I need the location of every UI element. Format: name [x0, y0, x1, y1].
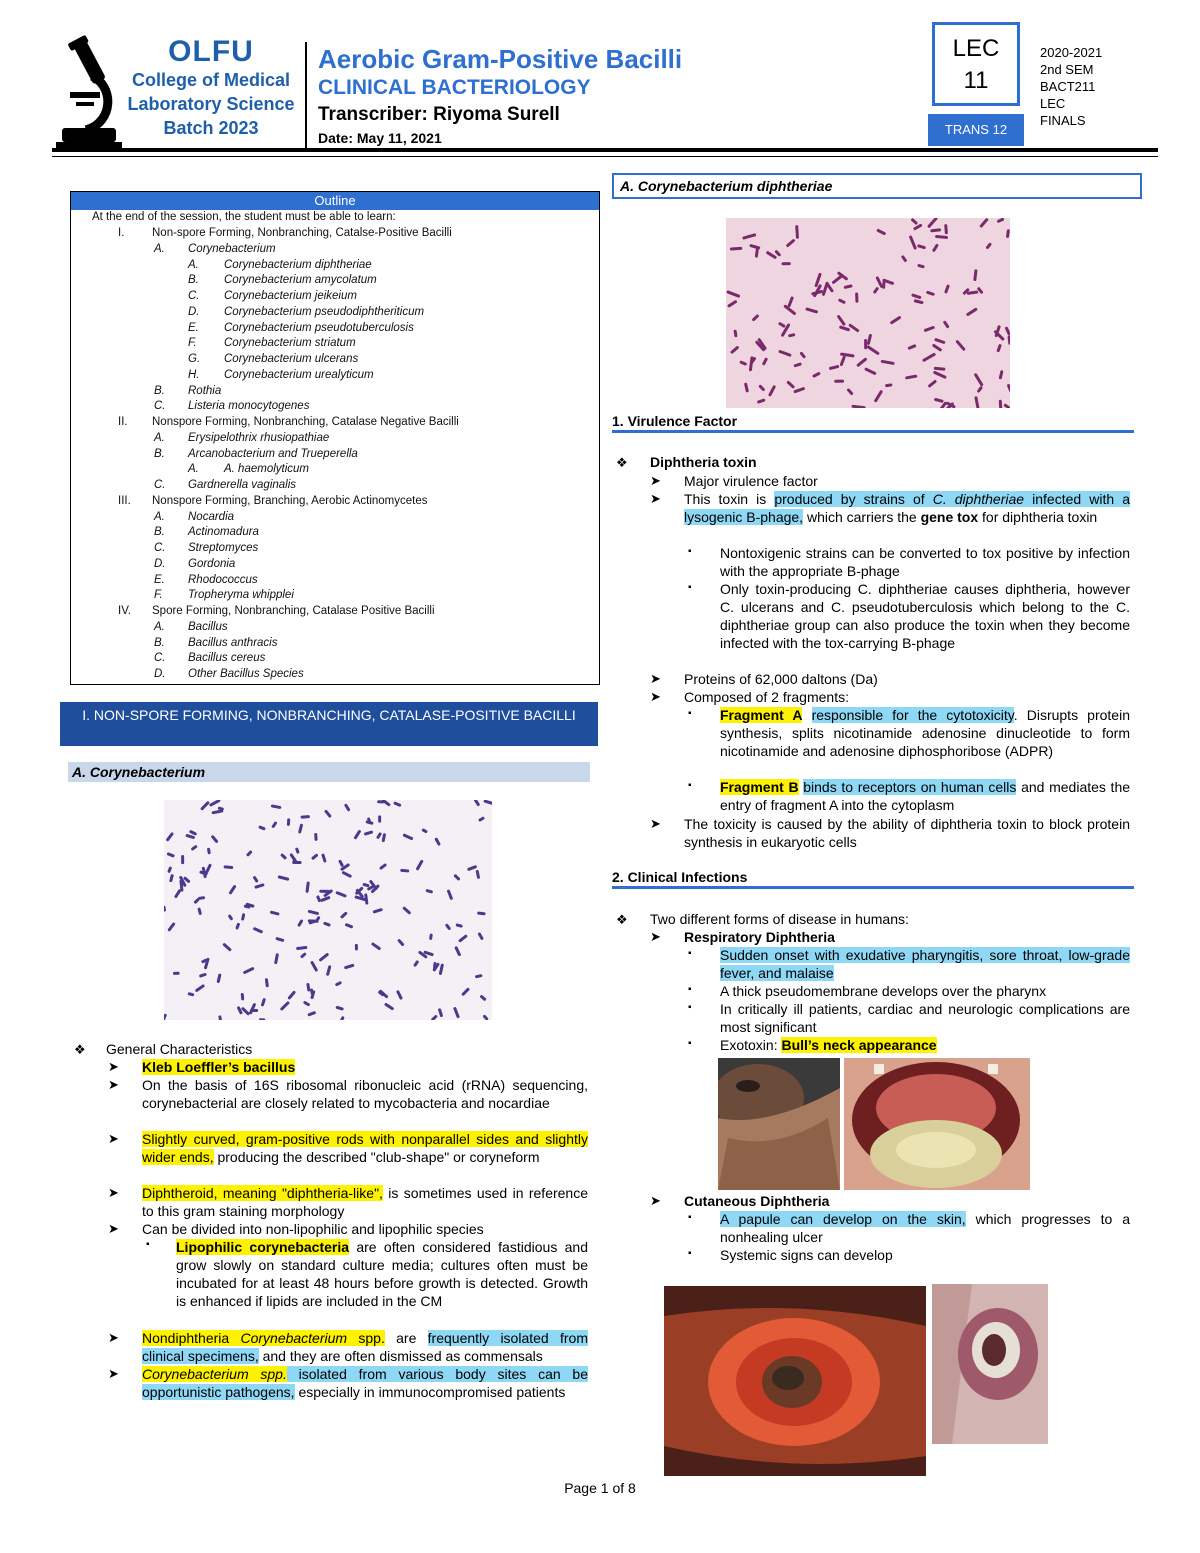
fragment-a-hl: responsible for the cytotoxicity	[811, 707, 1014, 723]
lipo-text: are often considered fastidious and grow slowly on standard culture media; cultures often must be incubated for at least 48 hours before growth is detected. Growth is enhanced if lipids are included in the CM	[176, 1239, 588, 1309]
outline-item: Erysipelothrix rhusiopathiae	[188, 431, 330, 444]
outline-item: Bacillus	[188, 620, 228, 633]
general-characteristics: General Characteristics	[106, 1041, 253, 1057]
outline-marker: A.	[154, 431, 165, 444]
subsection-text: A. Corynebacterium	[72, 764, 206, 780]
batch-label: Batch 2023	[163, 118, 259, 138]
page-footer: Page 1 of 8	[564, 1480, 636, 1496]
outline-marker: E.	[154, 573, 165, 586]
header-divider	[305, 42, 307, 152]
nondiphtheria-bullet	[142, 1329, 588, 1365]
meta-type: LEC	[1040, 96, 1066, 111]
outline-marker: B.	[154, 447, 165, 460]
square-bullet-icon: ▪	[688, 1248, 692, 1259]
outline-item: Tropheryma whipplei	[188, 589, 294, 602]
arrow-bullet-icon: ➤	[108, 1131, 119, 1146]
outline-item: Bacillus anthracis	[188, 636, 278, 649]
outline-item: Corynebacterium pseudotuberculosis	[224, 321, 414, 334]
outline-marker: B.	[188, 274, 199, 287]
fragment-b-label: Fragment B	[720, 779, 799, 795]
outline-marker: C.	[154, 542, 166, 554]
outline-marker: IV.	[118, 605, 132, 617]
fragment-a-label: Fragment A	[720, 707, 803, 723]
outline-marker: D.	[154, 557, 166, 570]
meta-term: FINALS	[1040, 113, 1086, 128]
arrow-bullet-icon: ➤	[650, 929, 661, 944]
outline-item: Corynebacterium ulcerans	[224, 353, 359, 365]
outline-heading: Outline	[71, 192, 599, 210]
prod-c: C. diphtheriae	[932, 491, 1025, 507]
nondip-d: are	[384, 1330, 428, 1346]
fragment-b-text: and mediates the entry of fragment A into the cytoplasm	[720, 779, 1131, 813]
rrna-bullet: On the basis of 16S ribosomal ribonucleic acid (rRNA) sequencing, corynebacterial are closely related to mycobacteria and nocardiae	[142, 1077, 588, 1111]
header-rule-thin	[52, 156, 1158, 157]
lec-label: LEC	[952, 35, 1000, 62]
composed-bullet: Composed of 2 fragments:	[684, 689, 849, 705]
species-heading-text: A. Corynebacterium diphtheriae	[620, 178, 833, 194]
bulls-neck: Bull’s neck appearance	[781, 1037, 937, 1053]
cspp-hl-a: Corynebacterium spp.	[142, 1366, 287, 1382]
meta-year: 2020-2021	[1040, 45, 1103, 60]
prod-d: infected with a lysogenic B-phage,	[684, 491, 1130, 525]
fragment-b-bullet	[720, 778, 1130, 814]
cutaneous-diphtheria: Cutaneous Diphtheria	[684, 1193, 830, 1209]
only-toxin-bullet: Only toxin-producing C. diphtheriae causes diphtheria, however C. ulcerans and C. pseudotuberculosis which belong to the C. diphtheriae group can also produce the toxin when they become infected with the tox-carrying B-phage	[720, 581, 1130, 651]
fragment-a-text: . Disrupts protein synthesis, splits nicotinamide adenosine dinucleotide to form nicotinamide and adenosine diphosphoribose (ADPR)	[720, 707, 1130, 759]
nondip-hl-e: frequently isolated from clinical specimens,	[142, 1330, 588, 1364]
date: Date: May 11, 2021	[318, 130, 442, 146]
outline-marker: A.	[188, 258, 199, 271]
fragment-a-bullet	[720, 706, 1130, 760]
outline-item: Corynebacterium striatum	[224, 337, 356, 350]
outline-item: Other Bacillus Species	[188, 668, 304, 680]
nondip-f: and they are often dismissed as commensals	[258, 1348, 543, 1364]
subsection-heading	[68, 762, 590, 782]
outline-item: Streptomyces	[188, 542, 259, 554]
meta-sem: 2nd SEM	[1040, 62, 1094, 77]
microscope-logo	[52, 34, 122, 150]
arrow-bullet-icon: ➤	[650, 816, 661, 831]
skin-ulcer-photo-1	[664, 1286, 926, 1476]
school-block	[116, 36, 306, 140]
lipo-highlight: Lipophilic corynebacteria	[176, 1239, 350, 1255]
fragment-b-hl: binds to receptors on human cells	[803, 779, 1017, 795]
square-bullet-icon: ▪	[688, 948, 692, 959]
arrow-bullet-icon: ➤	[650, 491, 661, 506]
nondip-hl-a: Nondiphtheria	[142, 1330, 241, 1346]
nondip-hl-c: spp.	[347, 1330, 385, 1346]
species-heading	[612, 173, 1142, 199]
arrow-bullet-icon: ➤	[650, 1193, 661, 1208]
trans-badge: TRANS 12	[928, 114, 1024, 146]
outline-item: Corynebacterium diphtheriae	[224, 258, 372, 271]
sudden-text: Sudden onset with exudative pharyngitis, sore throat, low-grade fever, and malaise	[720, 947, 1130, 981]
critical-bullet: In critically ill patients, cardiac and neurologic complications are most significant	[720, 1001, 1130, 1035]
clinical-rule	[612, 886, 1134, 889]
outline-marker: E.	[188, 321, 199, 334]
course-meta	[1040, 44, 1102, 129]
outline-marker: G.	[188, 353, 201, 365]
outline-item: Rhodococcus	[188, 573, 258, 586]
section-heading: I. NON-SPORE FORMING, NONBRANCHING, CATALASE-POSITIVE BACILLI	[60, 702, 598, 746]
nondip-hl-b: Corynebacterium	[240, 1330, 348, 1346]
square-bullet-icon: ▪	[688, 1002, 692, 1013]
outline-item: Non-spore Forming, Nonbranching, Catalse-Positive Bacilli	[152, 227, 452, 239]
throat-photo	[844, 1058, 1030, 1190]
outline-marker: I.	[118, 227, 125, 239]
toxicity-bullet: The toxicity is caused by the ability of diphtheria toxin to block protein synthesis in eukaryotic cells	[684, 816, 1130, 850]
outline-item: Nocardia	[188, 510, 235, 523]
divided-bullet: Can be divided into non-lipophilic and lipophilic species	[142, 1221, 484, 1237]
two-forms: Two different forms of disease in humans:	[650, 911, 909, 927]
outline-item: Corynebacterium amycolatum	[224, 274, 377, 287]
outline-item: Nonspore Forming, Branching, Aerobic Actinomycetes	[152, 494, 428, 507]
diph-highlight: Diphtheroid, meaning "diphtheria-like",	[142, 1185, 383, 1201]
cspp-hl-b: isolated from various body sites can be opportunistic pathogens,	[142, 1366, 588, 1400]
outline-marker: A.	[188, 463, 199, 476]
arrow-bullet-icon: ➤	[650, 473, 661, 488]
college-line2: Laboratory Science	[127, 94, 295, 114]
meta-code: BACT211	[1040, 79, 1096, 94]
lecture-box	[932, 22, 1020, 106]
prod-b: produced by strains of	[774, 491, 933, 507]
virulence-rule	[612, 430, 1134, 433]
papule-hl: A papule can develop on the skin,	[720, 1211, 966, 1227]
proteins-bullet: Proteins of 62,000 daltons (Da)	[684, 671, 878, 687]
square-bullet-icon: ▪	[688, 708, 692, 719]
curved-text: producing the described "club-shape" or coryneform	[213, 1149, 540, 1165]
square-bullet-icon: ▪	[688, 1212, 692, 1223]
outline-item: Rothia	[188, 384, 222, 397]
outline-item: Corynebacterium	[188, 242, 276, 255]
outline-marker: C.	[188, 290, 200, 302]
outline-marker: A.	[154, 242, 165, 255]
outline-marker: F.	[154, 589, 163, 602]
cspp-c: especially in immunocompromised patients	[294, 1384, 566, 1400]
outline-item: Spore Forming, Nonbranching, Catalase Positive Bacilli	[152, 605, 435, 617]
prod-a: This toxin is	[684, 491, 775, 507]
outline-marker: D.	[154, 668, 166, 680]
diamond-bullet-icon: ❖	[74, 1042, 86, 1057]
produced-bullet	[684, 490, 1130, 526]
outline-item: Actinomadura	[188, 526, 259, 539]
square-bullet-icon: ▪	[688, 546, 692, 557]
outline-item: Listeria monocytogenes	[188, 400, 310, 413]
gram-stain-image	[164, 800, 492, 1020]
pseudomembrane-bullet: A thick pseudomembrane develops over the pharynx	[720, 983, 1047, 999]
diph-text: is sometimes used in reference to this gram staining morphology	[142, 1185, 588, 1219]
outline-marker: B.	[154, 526, 165, 539]
transcriber: Transcriber: Riyoma Surell	[318, 104, 560, 125]
outline-item: Bacillus cereus	[188, 652, 266, 665]
outline-marker: C.	[154, 652, 166, 665]
clinical-infections-heading: 2. Clinical Infections	[612, 869, 748, 885]
arrow-bullet-icon: ➤	[108, 1330, 119, 1345]
diamond-bullet-icon: ❖	[616, 455, 628, 470]
kleb-bullet	[142, 1058, 295, 1076]
prod-f: gene tox	[920, 509, 979, 525]
square-bullet-icon: ▪	[688, 780, 692, 791]
college-line1: College of Medical	[131, 70, 291, 90]
sudden-bullet	[720, 946, 1130, 982]
outline-item: Corynebacterium urealyticum	[224, 368, 374, 381]
arrow-bullet-icon: ➤	[650, 689, 661, 704]
diphtheria-toxin: Diphtheria toxin	[650, 454, 757, 470]
outline-marker: B.	[154, 384, 165, 397]
outline-marker: B.	[154, 636, 165, 649]
outline-marker: A.	[154, 620, 165, 633]
prod-g: for diphtheria toxin	[978, 509, 1098, 525]
outline-marker: H.	[188, 368, 200, 381]
outline-marker: II.	[118, 416, 128, 428]
lipophilic-bullet	[176, 1238, 588, 1310]
header-rule	[52, 148, 1158, 152]
arrow-bullet-icon: ➤	[108, 1366, 119, 1381]
outline-item: Gordonia	[188, 557, 236, 570]
outline-marker: C.	[154, 400, 166, 413]
exotoxin-bullet	[720, 1036, 937, 1054]
outline-marker: C.	[154, 479, 166, 491]
curved-highlight: Slightly curved, gram-positive rods with nonparallel sides and slightly wider ends,	[142, 1131, 588, 1165]
school-name: OLFU	[168, 35, 254, 68]
square-bullet-icon: ▪	[688, 582, 692, 593]
prod-e: which carriers the	[803, 509, 921, 525]
square-bullet-icon: ▪	[688, 984, 692, 995]
arrow-bullet-icon: ➤	[108, 1059, 119, 1074]
diphtheriae-stain-image	[726, 218, 1010, 408]
square-bullet-icon: ▪	[146, 1239, 150, 1250]
outline-item: A. haemolyticum	[224, 463, 310, 476]
major-bullet: Major virulence factor	[684, 473, 818, 489]
arrow-bullet-icon: ➤	[108, 1221, 119, 1236]
curved-bullet	[142, 1130, 588, 1166]
diamond-bullet-icon: ❖	[616, 912, 628, 927]
outline-item: Corynebacterium jeikeium	[224, 290, 357, 302]
papule-bullet	[720, 1210, 1130, 1246]
nontoxigenic-bullet: Nontoxigenic strains can be converted to tox positive by infection with the appropriate B-phage	[720, 545, 1130, 579]
skin-ulcer-photo-2	[932, 1284, 1048, 1444]
kleb-text: Kleb Loeffler’s bacillus	[142, 1059, 296, 1075]
outline-marker: F.	[188, 337, 197, 350]
outline-marker: A.	[154, 510, 165, 523]
arrow-bullet-icon: ➤	[650, 671, 661, 686]
square-bullet-icon: ▪	[688, 1038, 692, 1049]
systemic-bullet: Systemic signs can develop	[720, 1247, 893, 1263]
bulls-neck-photo	[718, 1058, 840, 1190]
diphtheroid-bullet	[142, 1184, 588, 1220]
lec-number: 11	[963, 67, 989, 94]
outline-marker: D.	[188, 305, 200, 318]
outline-item: Corynebacterium pseudodiphtheriticum	[224, 305, 425, 318]
outline-item: Arcanobacterium and Trueperella	[188, 447, 358, 460]
corynebacterium-spp-bullet	[142, 1365, 588, 1401]
outline-intro: At the end of the session, the student must be able to learn:	[92, 211, 396, 223]
papule-text: which progresses to a nonhealing ulcer	[720, 1211, 1130, 1245]
exotoxin-label: Exotoxin:	[720, 1037, 782, 1053]
outline-item: Gardnerella vaginalis	[188, 479, 297, 491]
arrow-bullet-icon: ➤	[108, 1185, 119, 1200]
virulence-factor-heading: 1. Virulence Factor	[612, 413, 738, 429]
outline-item: Nonspore Forming, Nonbranching, Catalase Negative Bacilli	[152, 416, 459, 428]
subject-title: CLINICAL BACTERIOLOGY	[318, 76, 591, 99]
respiratory-diphtheria: Respiratory Diphtheria	[684, 929, 835, 945]
doc-title: Aerobic Gram-Positive Bacilli	[318, 44, 683, 74]
outline-marker: III.	[118, 494, 131, 507]
arrow-bullet-icon: ➤	[108, 1077, 119, 1092]
